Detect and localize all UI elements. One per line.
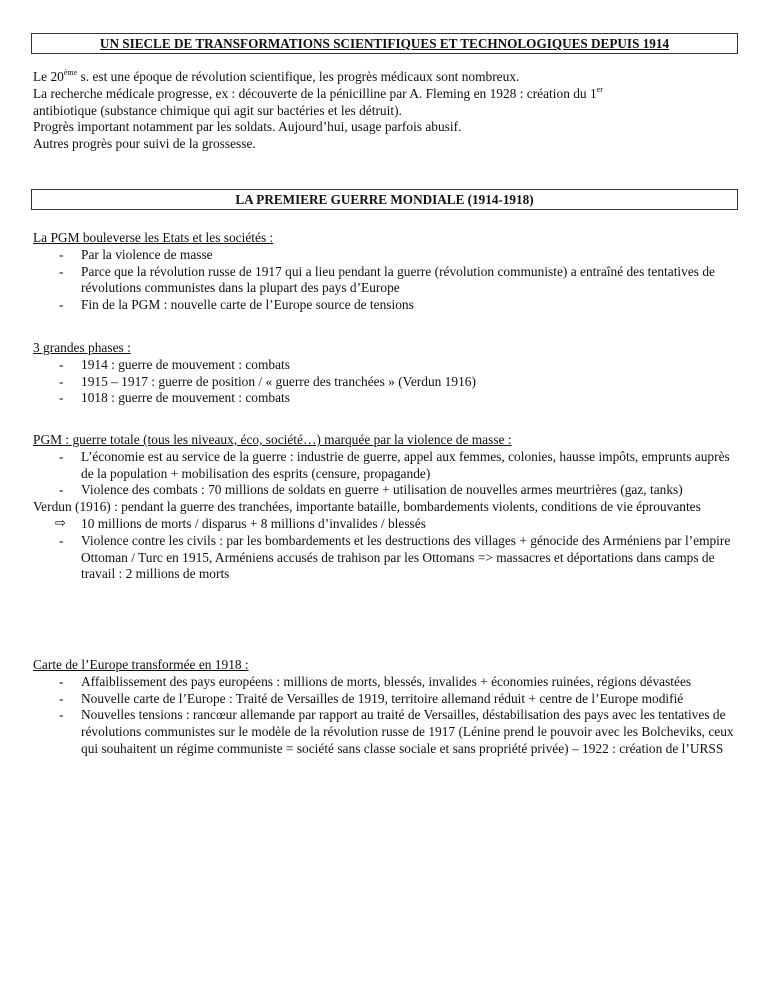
list-item xyxy=(33,674,738,691)
section-title: Carte de l’Europe transformée en 1918 : xyxy=(33,657,249,672)
main-heading: UN SIECLE DE TRANSFORMATIONS SCIENTIFIQUES ET TECHNOLOGIQUES DEPUIS 1914 xyxy=(99,36,670,51)
section-heading: LA PREMIERE GUERRE MONDIALE (1914-1918) xyxy=(235,192,534,207)
dash-marker: - xyxy=(59,448,64,464)
dash-marker: - xyxy=(59,263,64,279)
intro-line: antibiotique (substance chimique qui agit sur bactéries et les détruit). xyxy=(33,102,402,118)
dash-marker: - xyxy=(59,673,64,689)
list-item xyxy=(33,691,738,708)
dash-marker: - xyxy=(59,690,64,706)
list-item xyxy=(33,264,738,298)
list-item-text: Parce que la révolution russe de 1917 qui a lieu pendant la guerre (révolution communiste) a entraîné des tentatives de révolutions communistes dans la plupart des pays d’Europe xyxy=(81,263,715,296)
dash-marker: - xyxy=(59,532,64,548)
list-item-text: Nouvelles tensions : rancœur allemande par rapport au traité de Versailles, déstabilisation des pays avec les tentatives de révolutions communistes sur le modèle de la révolution russe de 1917 (Lénine prend le pouvoir avec les Bolcheviks, ceux qui souhaitent un régime communiste = société sans classe sociale et sans propriété privée) – 1922 : création de l’URSS xyxy=(81,707,734,756)
intro-line: Autres progrès pour suivi de la grossesse. xyxy=(33,136,256,152)
right-arrow-icon: ⇨ xyxy=(55,515,66,531)
intro-text: s. est une époque de révolution scientifique, les progrès médicaux sont nombreux. xyxy=(77,69,520,84)
intro-text: La recherche médicale progresse, ex : découverte de la pénicilline par A. Fleming en 1928 : création du 1 xyxy=(33,85,597,101)
bullet-list xyxy=(33,449,738,499)
section-title: 3 grandes phases : xyxy=(33,340,131,355)
dash-marker: - xyxy=(59,246,64,262)
intro-text: Le 20 xyxy=(33,69,64,84)
list-item xyxy=(33,707,738,757)
list-item-text: 1915 – 1917 : guerre de position / « guerre des tranchées » (Verdun 1916) xyxy=(81,373,476,389)
dash-marker: - xyxy=(59,707,64,723)
superscript: er xyxy=(596,84,603,94)
list-item xyxy=(33,390,738,407)
bullet-list xyxy=(33,247,738,314)
list-item xyxy=(33,297,738,314)
section-title: PGM : guerre totale (tous les niveaux, éco, société…) marquée par la violence de masse : xyxy=(33,432,512,447)
list-item-text: Violence des combats : 70 millions de soldats en guerre + utilisation de nouvelles armes meurtrières (gaz, tanks) xyxy=(81,482,683,498)
dash-marker: - xyxy=(59,356,64,372)
list-item-text: Nouvelle carte de l’Europe : Traité de Versailles de 1919, territoire allemand réduit + centre de l’Europe modifié xyxy=(81,690,684,706)
list-item-text: Affaiblissement des pays européens : millions de morts, blessés, invalides + économies ruinées, régions dévastées xyxy=(81,673,692,689)
list-item-text: Fin de la PGM : nouvelle carte de l’Europe source de tensions xyxy=(81,297,414,313)
bullet-list xyxy=(33,533,738,583)
list-item-text: Par la violence de masse xyxy=(81,246,213,262)
section-upheaval xyxy=(33,230,738,314)
list-item-text: Violence contre les civils : par les bombardements et les destructions des villages + génocide des Arméniens par l’empire Ottoman / Turc en 1915, Arméniens accusés de trahison par les Ottomans => massacres et déportations dans camps de travail : 2 millions de morts xyxy=(81,532,731,582)
intro-line: Progrès important notamment par les soldats. Aujourd’hui, usage parfois abusif. xyxy=(33,119,462,135)
section-title: La PGM bouleverse les Etats et les sociétés : xyxy=(33,230,274,245)
section-heading-box xyxy=(31,189,738,210)
section-total-war xyxy=(33,432,738,583)
section-europe-map xyxy=(33,657,738,758)
list-item xyxy=(33,374,738,391)
superscript: ème xyxy=(63,68,78,77)
list-item xyxy=(33,449,738,483)
dash-marker: - xyxy=(59,373,64,389)
list-item xyxy=(33,533,738,583)
arrow-item xyxy=(33,516,738,533)
intro-paragraph xyxy=(33,69,738,153)
verdun-paragraph: Verdun (1916) : pendant la guerre des tranchées, importante bataille, bombardements violents, conditions de vie éprouvantes xyxy=(33,499,701,515)
bullet-list xyxy=(33,357,738,407)
arrow-item-text: 10 millions de morts / disparus + 8 millions d’invalides / blessés xyxy=(81,515,426,531)
bullet-list xyxy=(33,674,738,758)
section-phases xyxy=(33,340,738,407)
intro-line xyxy=(33,86,738,103)
list-item xyxy=(33,482,738,499)
list-item xyxy=(33,247,738,264)
list-item-text: L’économie est au service de la guerre : industrie de guerre, appel aux femmes, colonies, hausse impôts, emprunts auprès de la population + mobilisation des esprits (censure, propagande) xyxy=(81,448,730,481)
dash-marker: - xyxy=(59,297,64,313)
dash-marker: - xyxy=(59,482,64,498)
intro-line xyxy=(33,69,738,86)
list-item-text: 1914 : guerre de mouvement : combats xyxy=(81,356,290,372)
list-item-text: 1018 : guerre de mouvement : combats xyxy=(81,390,290,406)
main-heading-box xyxy=(31,33,738,54)
list-item xyxy=(33,357,738,374)
dash-marker: - xyxy=(59,390,64,406)
